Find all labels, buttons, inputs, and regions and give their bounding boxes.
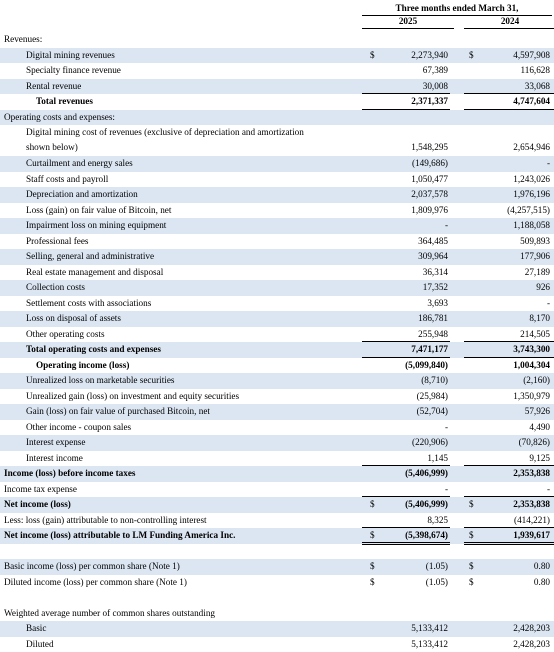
row-label: Less: loss (gain) attributable to non-controlling interest — [4, 515, 207, 526]
value-2024: 214,505 — [520, 329, 550, 339]
value-2025: (220,906) — [412, 437, 448, 447]
value-2024: 27,189 — [525, 267, 550, 277]
value-2024: (414,221) — [514, 515, 550, 525]
value-2024: 0.80 — [534, 577, 550, 587]
value-2024: (4,257,515) — [507, 205, 550, 215]
row-label: Basic income (loss) per common share (Note 1) — [4, 561, 180, 572]
row-label: Diluted income (loss) per common share (Note 1) — [4, 577, 187, 588]
table-row — [0, 451, 554, 467]
row-label: Unrealized gain (loss) on investment and equity securities — [26, 391, 239, 402]
value-2024: 1,350,979 — [513, 391, 550, 401]
row-label: Collection costs — [26, 282, 85, 293]
table-row — [0, 590, 554, 606]
table-row — [0, 559, 554, 575]
value-2025: 2,371,337 — [411, 96, 448, 106]
value-2025: (5,398,674) — [405, 530, 448, 540]
table-row — [0, 156, 554, 172]
row-label: Gain (loss) on fair value of purchased Bitcoin, net — [26, 406, 210, 417]
value-2024: 1,976,196 — [513, 189, 550, 199]
table-row — [0, 528, 554, 544]
row-label: Unrealized loss on marketable securities — [26, 375, 174, 386]
currency-symbol: $ — [469, 577, 474, 587]
row-label: Specialty finance revenue — [26, 65, 121, 76]
row-label: Income (loss) before income taxes — [4, 468, 136, 479]
table-row — [0, 187, 554, 203]
value-2024: 116,628 — [520, 65, 550, 75]
table-row — [0, 79, 554, 95]
row-label: Other income - coupon sales — [26, 422, 131, 433]
value-2025: 30,008 — [423, 81, 448, 91]
table-row — [0, 482, 554, 498]
currency-symbol: $ — [469, 561, 474, 571]
value-2025: (8,710) — [421, 375, 448, 385]
value-2025: 17,352 — [423, 282, 448, 292]
value-2024: 926 — [536, 282, 550, 292]
value-2025: 3,693 — [427, 298, 448, 308]
value-2024: 33,068 — [525, 81, 550, 91]
currency-symbol: $ — [370, 530, 375, 540]
value-2025: (1.05) — [426, 577, 448, 587]
year-2024-header: 2024 — [470, 16, 550, 26]
value-2024: 1,939,617 — [513, 530, 550, 540]
value-2025: 1,145 — [427, 453, 448, 463]
currency-symbol: $ — [370, 577, 375, 587]
value-2024: 9,125 — [529, 453, 550, 463]
row-label: Depreciation and amortization — [26, 189, 138, 200]
value-2024: - — [547, 158, 550, 168]
value-2025: 1,548,295 — [411, 142, 448, 152]
value-2025: 309,964 — [418, 251, 448, 261]
value-2025: - — [445, 422, 448, 432]
table-row — [0, 466, 554, 482]
value-2025: (5,406,999) — [405, 499, 448, 509]
row-label: Digital mining revenues — [26, 50, 115, 61]
table-row — [0, 497, 554, 513]
table-row — [0, 110, 554, 126]
value-2024: 4,747,604 — [513, 96, 550, 106]
value-2025: 255,948 — [418, 329, 448, 339]
value-2025: (5,099,840) — [405, 360, 448, 370]
value-2024: 1,004,304 — [513, 360, 550, 370]
row-label: Professional fees — [26, 236, 89, 247]
table-row — [0, 544, 554, 560]
row-label: Digital mining cost of revenues (exclusive of depreciation and amortization — [26, 127, 304, 138]
value-2024: 3,743,300 — [513, 344, 550, 354]
value-2024: 57,926 — [525, 406, 550, 416]
row-label: Net income (loss) attributable to LM Funding America Inc. — [4, 530, 235, 541]
value-2025: 7,471,177 — [411, 344, 448, 354]
row-label: Income tax expense — [4, 484, 77, 495]
table-row — [0, 203, 554, 219]
table-row — [0, 296, 554, 312]
value-2025: 2,273,940 — [411, 50, 448, 60]
value-2025: - — [445, 484, 448, 494]
year-2025-header: 2025 — [368, 16, 448, 26]
value-2024: 1,188,058 — [513, 220, 550, 230]
currency-symbol: $ — [469, 499, 474, 509]
row-label: Operating income (loss) — [36, 360, 129, 371]
table-row — [0, 513, 554, 529]
value-2025: 5,133,412 — [411, 639, 448, 649]
row-label: Curtailment and energy sales — [26, 158, 133, 169]
currency-symbol: $ — [370, 499, 375, 509]
table-row — [0, 125, 554, 156]
table-row — [0, 327, 554, 343]
table-row — [0, 621, 554, 637]
year-2024-rule — [464, 28, 554, 29]
table-row — [0, 311, 554, 327]
table-row — [0, 172, 554, 188]
value-2024: 0.80 — [534, 561, 550, 571]
value-2025: 1,809,976 — [411, 205, 448, 215]
table-row — [0, 358, 554, 374]
value-2025: 5,133,412 — [411, 623, 448, 633]
value-2024: 4,490 — [529, 422, 550, 432]
value-2025: (25,984) — [417, 391, 448, 401]
value-2025: 1,050,477 — [411, 174, 448, 184]
value-2024: (2,160) — [523, 375, 550, 385]
table-row — [0, 280, 554, 296]
value-2024: 4,597,908 — [513, 50, 550, 60]
period-title: Three months ended March 31, — [360, 3, 554, 13]
value-2024: (70,826) — [519, 437, 550, 447]
value-2025: 36,314 — [423, 267, 448, 277]
row-label: Real estate management and disposal — [26, 267, 163, 278]
row-label: Rental revenue — [26, 81, 81, 92]
table-row — [0, 48, 554, 64]
value-2025: 8,325 — [427, 515, 448, 525]
row-label: Other operating costs — [26, 329, 105, 340]
value-2024: 2,654,946 — [513, 142, 550, 152]
row-label: Impairment loss on mining equipment — [26, 220, 166, 231]
value-2025: (5,406,999) — [405, 468, 448, 478]
row-label: Interest expense — [26, 437, 85, 448]
value-2024: 2,353,838 — [513, 468, 550, 478]
value-2025: (1.05) — [426, 561, 448, 571]
row-label: Weighted average number of common shares outstanding — [4, 608, 215, 619]
value-2024: 1,243,026 — [513, 174, 550, 184]
row-label-continued: shown below) — [26, 142, 78, 153]
table-row — [0, 389, 554, 405]
row-label: Staff costs and payroll — [26, 174, 108, 185]
year-2025-rule — [362, 28, 454, 29]
row-label: Total operating costs and expenses — [26, 344, 161, 355]
value-2024: 2,428,203 — [513, 623, 550, 633]
currency-symbol: $ — [469, 530, 474, 540]
row-label: Diluted — [26, 639, 54, 650]
value-2024: 2,353,838 — [513, 499, 550, 509]
row-label: Settlement costs with associations — [26, 298, 151, 309]
value-2024: - — [547, 484, 550, 494]
value-2025: 364,485 — [418, 236, 448, 246]
table-row — [0, 575, 554, 591]
table-row — [0, 435, 554, 451]
table-row — [0, 249, 554, 265]
value-2025: - — [445, 220, 448, 230]
currency-symbol: $ — [370, 50, 375, 60]
value-2025: 67,389 — [423, 65, 448, 75]
row-label: Interest income — [26, 453, 83, 464]
row-label: Total revenues — [36, 96, 93, 107]
value-2024: 509,893 — [520, 236, 550, 246]
table-row — [0, 63, 554, 79]
table-row — [0, 218, 554, 234]
table-row — [0, 94, 554, 110]
table-row — [0, 420, 554, 436]
table-row — [0, 606, 554, 622]
value-2025: 2,037,578 — [411, 189, 448, 199]
value-2025: (52,704) — [417, 406, 448, 416]
table-row — [0, 234, 554, 250]
row-label: Operating costs and expenses: — [4, 112, 115, 123]
row-label: Loss on disposal of assets — [26, 313, 121, 324]
table-row — [0, 342, 554, 358]
value-2024: 177,906 — [520, 251, 550, 261]
value-2024: - — [547, 298, 550, 308]
currency-symbol: $ — [469, 50, 474, 60]
value-2024: 2,428,203 — [513, 639, 550, 649]
row-label: Loss (gain) on fair value of Bitcoin, net — [26, 205, 171, 216]
row-label: Basic — [26, 623, 46, 634]
row-label: Revenues: — [4, 34, 42, 45]
table-row — [0, 32, 554, 48]
table-row — [0, 373, 554, 389]
value-2024: 8,170 — [529, 313, 550, 323]
table-row — [0, 265, 554, 281]
column-header — [360, 0, 554, 29]
table-row — [0, 404, 554, 420]
row-label: Selling, general and administrative — [26, 251, 154, 262]
value-2025: 186,781 — [418, 313, 448, 323]
value-2025: (149,686) — [412, 158, 448, 168]
currency-symbol: $ — [370, 561, 375, 571]
row-label: Net income (loss) — [4, 499, 71, 510]
table-row — [0, 637, 554, 652]
